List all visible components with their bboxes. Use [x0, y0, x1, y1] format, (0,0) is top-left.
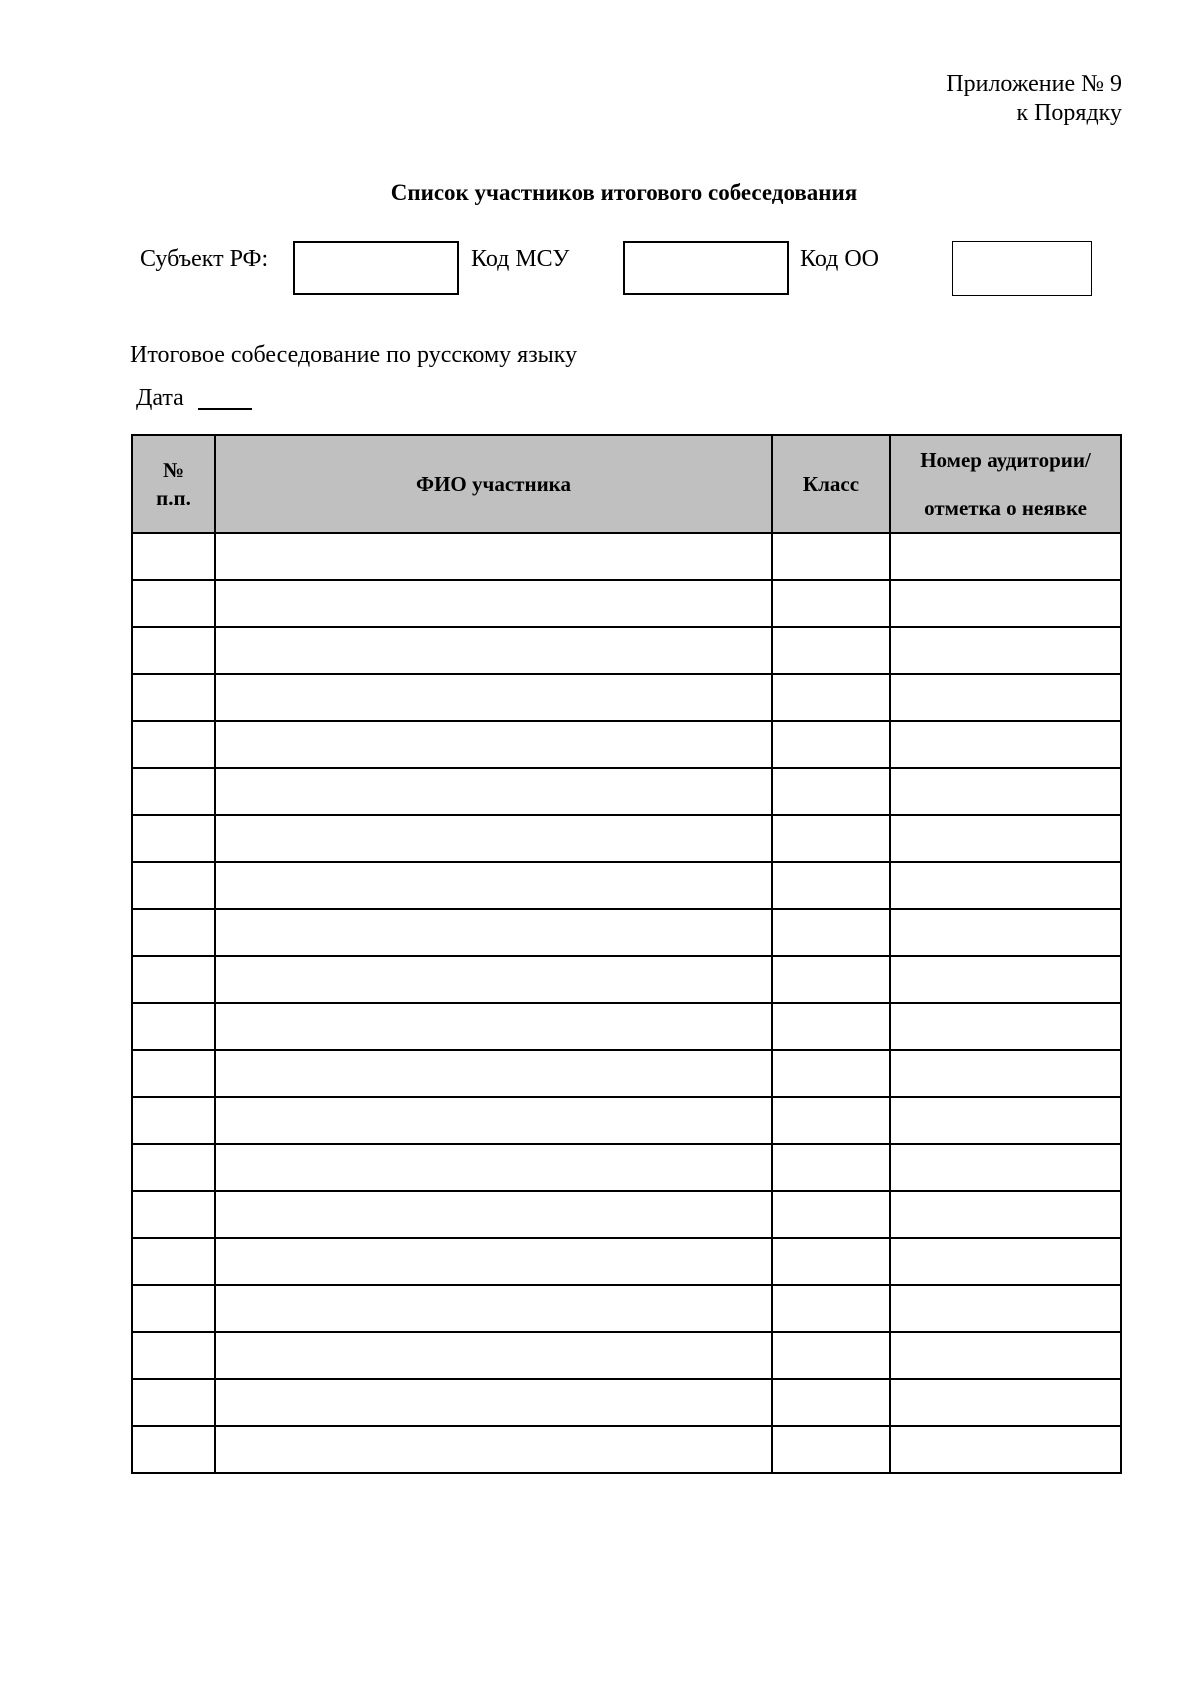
cell-class[interactable]: [772, 1003, 890, 1050]
table-row: [132, 1332, 1121, 1379]
table-row: [132, 909, 1121, 956]
cell-class[interactable]: [772, 862, 890, 909]
cell-name[interactable]: [215, 1426, 772, 1473]
cell-name[interactable]: [215, 721, 772, 768]
table-row: [132, 1426, 1121, 1473]
cell-number[interactable]: [132, 1332, 215, 1379]
cell-name[interactable]: [215, 815, 772, 862]
cell-class[interactable]: [772, 533, 890, 580]
cell-name[interactable]: [215, 533, 772, 580]
subject-rf-field[interactable]: [293, 241, 459, 295]
table-row: [132, 674, 1121, 721]
cell-name[interactable]: [215, 1144, 772, 1191]
cell-room[interactable]: [890, 1238, 1121, 1285]
cell-name[interactable]: [215, 1379, 772, 1426]
appendix-note: [946, 70, 1122, 128]
cell-name[interactable]: [215, 1003, 772, 1050]
cell-class[interactable]: [772, 956, 890, 1003]
cell-name[interactable]: [215, 580, 772, 627]
cell-name[interactable]: [215, 956, 772, 1003]
cell-class[interactable]: [772, 1379, 890, 1426]
table-row: [132, 1285, 1121, 1332]
cell-number[interactable]: [132, 1285, 215, 1332]
cell-number[interactable]: [132, 1050, 215, 1097]
table-row: [132, 768, 1121, 815]
table-row: [132, 1238, 1121, 1285]
cell-class[interactable]: [772, 1285, 890, 1332]
cell-name[interactable]: [215, 1238, 772, 1285]
column-header-name: ФИО участника: [215, 435, 772, 533]
cell-number[interactable]: [132, 1238, 215, 1285]
appendix-reference: к Порядку: [1016, 100, 1122, 126]
cell-class[interactable]: [772, 1144, 890, 1191]
participants-table: [131, 434, 1122, 1474]
cell-room[interactable]: [890, 1097, 1121, 1144]
cell-room[interactable]: [890, 909, 1121, 956]
cell-room[interactable]: [890, 1426, 1121, 1473]
cell-name[interactable]: [215, 1191, 772, 1238]
cell-name[interactable]: [215, 909, 772, 956]
cell-number[interactable]: [132, 1191, 215, 1238]
cell-class[interactable]: [772, 1238, 890, 1285]
cell-class[interactable]: [772, 627, 890, 674]
cell-room[interactable]: [890, 1285, 1121, 1332]
cell-class[interactable]: [772, 1050, 890, 1097]
cell-name[interactable]: [215, 627, 772, 674]
appendix-number: Приложение № 9: [946, 71, 1122, 97]
table-row: [132, 580, 1121, 627]
document-title: Список участников итогового собеседования: [390, 180, 858, 205]
table-row: [132, 1144, 1121, 1191]
cell-number[interactable]: [132, 1426, 215, 1473]
oo-code-field[interactable]: [952, 241, 1092, 296]
table-row: [132, 1191, 1121, 1238]
cell-room[interactable]: [890, 1332, 1121, 1379]
cell-room[interactable]: [890, 674, 1121, 721]
cell-class[interactable]: [772, 721, 890, 768]
oo-code-label: Код ОО: [800, 246, 879, 272]
table-row: [132, 1379, 1121, 1426]
cell-name[interactable]: [215, 1285, 772, 1332]
date-field[interactable]: [198, 408, 252, 410]
subject-rf-label: Субъект РФ:: [140, 246, 269, 272]
cell-number[interactable]: [132, 768, 215, 815]
cell-number[interactable]: [132, 1144, 215, 1191]
table-row: [132, 1097, 1121, 1144]
cell-name[interactable]: [215, 768, 772, 815]
exam-subject-text: Итоговое собеседование по русскому языку: [130, 342, 578, 368]
participants-table-body: [132, 533, 1121, 1473]
column-header-room-line2: отметка о неявке: [924, 496, 1087, 520]
cell-room[interactable]: [890, 815, 1121, 862]
msu-code-label: Код МСУ: [471, 246, 570, 272]
cell-room[interactable]: [890, 768, 1121, 815]
cell-room[interactable]: [890, 580, 1121, 627]
table-header-row: [132, 435, 1121, 533]
cell-room[interactable]: [890, 721, 1121, 768]
column-header-room: [890, 435, 1121, 533]
table-row: [132, 627, 1121, 674]
cell-class[interactable]: [772, 580, 890, 627]
cell-number[interactable]: [132, 627, 215, 674]
cell-room[interactable]: [890, 627, 1121, 674]
cell-class[interactable]: [772, 768, 890, 815]
cell-name[interactable]: [215, 1050, 772, 1097]
cell-number[interactable]: [132, 1097, 215, 1144]
table-row: [132, 1050, 1121, 1097]
msu-code-field[interactable]: [623, 241, 789, 295]
column-header-class: Класс: [772, 435, 890, 533]
cell-number[interactable]: [132, 1379, 215, 1426]
cell-number[interactable]: [132, 909, 215, 956]
cell-number[interactable]: [132, 721, 215, 768]
table-row: [132, 956, 1121, 1003]
table-row: [132, 862, 1121, 909]
cell-name[interactable]: [215, 862, 772, 909]
cell-room[interactable]: [890, 956, 1121, 1003]
cell-name[interactable]: [215, 674, 772, 721]
cell-room[interactable]: [890, 1003, 1121, 1050]
cell-class[interactable]: [772, 1191, 890, 1238]
column-header-number-line1: №: [162, 458, 185, 482]
table-row: [132, 1003, 1121, 1050]
table-row: [132, 533, 1121, 580]
table-row: [132, 815, 1121, 862]
column-header-number: [132, 435, 215, 533]
cell-room[interactable]: [890, 1050, 1121, 1097]
cell-number[interactable]: [132, 674, 215, 721]
cell-class[interactable]: [772, 1426, 890, 1473]
cell-room[interactable]: [890, 862, 1121, 909]
cell-number[interactable]: [132, 862, 215, 909]
cell-room[interactable]: [890, 1379, 1121, 1426]
column-header-number-line2: п.п.: [156, 486, 191, 510]
cell-room[interactable]: [890, 533, 1121, 580]
cell-name[interactable]: [215, 1332, 772, 1379]
cell-name[interactable]: [215, 1097, 772, 1144]
cell-class[interactable]: [772, 815, 890, 862]
cell-number[interactable]: [132, 815, 215, 862]
cell-class[interactable]: [772, 1332, 890, 1379]
cell-class[interactable]: [772, 1097, 890, 1144]
cell-class[interactable]: [772, 674, 890, 721]
cell-room[interactable]: [890, 1144, 1121, 1191]
date-label: Дата: [136, 385, 184, 411]
cell-number[interactable]: [132, 533, 215, 580]
cell-room[interactable]: [890, 1191, 1121, 1238]
cell-class[interactable]: [772, 909, 890, 956]
cell-number[interactable]: [132, 580, 215, 627]
cell-number[interactable]: [132, 1003, 215, 1050]
cell-number[interactable]: [132, 956, 215, 1003]
column-header-room-line1: Номер аудитории/: [920, 448, 1091, 472]
table-row: [132, 721, 1121, 768]
